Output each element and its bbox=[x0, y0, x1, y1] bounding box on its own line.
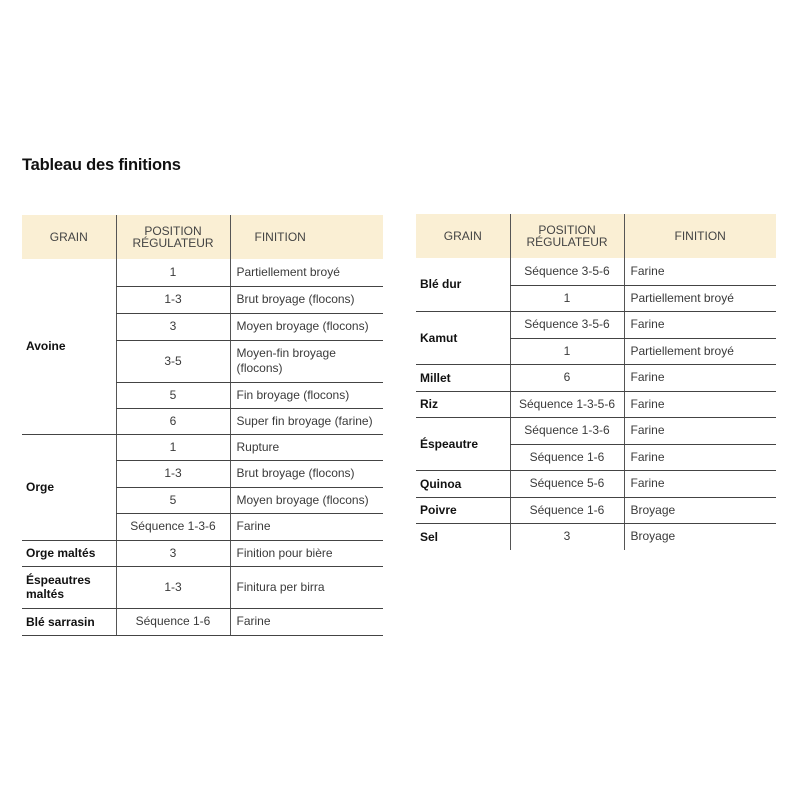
position-cell: 3 bbox=[116, 313, 230, 340]
position-header-line1: POSITION bbox=[538, 223, 596, 237]
position-header-line2: RÉGULATEUR bbox=[132, 236, 214, 250]
position-cell: 1-3 bbox=[116, 460, 230, 487]
table-row bbox=[416, 364, 776, 391]
position-cell: 1 bbox=[116, 434, 230, 460]
position-cell: 3 bbox=[510, 523, 624, 550]
position-cell: Séquence 5-6 bbox=[510, 470, 624, 497]
finition-cell: Broyage bbox=[630, 529, 676, 544]
position-header-line1: POSITION bbox=[144, 224, 202, 238]
finition-cell: Brut broyage (flocons) bbox=[230, 286, 383, 313]
table-row bbox=[416, 470, 776, 497]
grain-cell: Blé sarrasin bbox=[22, 608, 116, 635]
finition-cell: Finition pour bière bbox=[230, 540, 383, 566]
position-cell: 1-3 bbox=[116, 566, 230, 608]
position-cell: 6 bbox=[116, 408, 230, 434]
table-row bbox=[22, 566, 383, 608]
position-cell: 3 bbox=[116, 540, 230, 566]
finition-cell: Farine bbox=[624, 444, 776, 470]
finition-column-header: FINITION bbox=[230, 215, 383, 259]
finition-cell: Brut broyage (flocons) bbox=[230, 460, 383, 487]
position-cell: Séquence 1-6 bbox=[510, 444, 624, 470]
finition-cell: Farine bbox=[230, 608, 383, 635]
finition-cell: Farine bbox=[624, 364, 776, 391]
position-cell: Séquence 1-3-6 bbox=[116, 513, 230, 540]
position-cell: Séquence 3-5-6 bbox=[510, 311, 624, 338]
grain-cell: Orge bbox=[22, 434, 116, 540]
finition-column-header: FINITION bbox=[624, 214, 776, 258]
position-cell: Séquence 1-6 bbox=[116, 608, 230, 635]
grain-cell: Kamut bbox=[416, 311, 510, 364]
position-cell: 3-5 bbox=[116, 340, 230, 382]
finition-cell: Partiellement broyé bbox=[624, 338, 776, 364]
page-title: Tableau des finitions bbox=[22, 156, 181, 174]
finition-cell: Farine bbox=[624, 470, 776, 497]
grain-cell: Sel bbox=[420, 529, 439, 544]
table-row bbox=[416, 417, 776, 444]
grain-cell: Millet bbox=[416, 364, 510, 391]
position-cell: 5 bbox=[116, 382, 230, 408]
position-cell: 1 bbox=[510, 338, 624, 364]
table-row bbox=[22, 608, 383, 635]
position-cell: Séquence 1-3-5-6 bbox=[510, 391, 624, 417]
finition-cell: Moyen broyage (flocons) bbox=[230, 487, 383, 513]
position-cell: Séquence 1-3-6 bbox=[510, 417, 624, 444]
table-header-row bbox=[22, 215, 383, 259]
position-cell: 1 bbox=[116, 259, 230, 286]
finition-cell: Farine bbox=[624, 258, 776, 285]
position-column-header bbox=[510, 214, 624, 258]
finition-cell: Partiellement broyé bbox=[230, 259, 383, 286]
position-cell: 1 bbox=[510, 285, 624, 311]
table-row bbox=[416, 523, 776, 550]
position-cell: 5 bbox=[116, 487, 230, 513]
grain-cell: Blé dur bbox=[416, 258, 510, 311]
position-cell: Séquence 1-6 bbox=[510, 497, 624, 523]
table-row bbox=[416, 497, 776, 523]
table-row bbox=[416, 311, 776, 338]
grain-column-header: GRAIN bbox=[22, 215, 116, 259]
finition-cell: Rupture bbox=[230, 434, 383, 460]
finitions-table-right bbox=[416, 214, 776, 550]
position-cell: Séquence 3-5-6 bbox=[510, 258, 624, 285]
finition-cell: Farine bbox=[230, 513, 383, 540]
finition-cell: Moyen-fin broyage (flocons) bbox=[230, 340, 383, 382]
grain-cell: Poivre bbox=[416, 497, 510, 523]
table-header-row bbox=[416, 214, 776, 258]
finition-cell: Partiellement broyé bbox=[624, 285, 776, 311]
grain-column-header: GRAIN bbox=[416, 214, 510, 258]
table-row bbox=[22, 434, 383, 460]
finition-cell: Farine bbox=[624, 391, 776, 417]
grain-cell: Riz bbox=[416, 391, 510, 417]
finition-cell: Broyage bbox=[624, 497, 776, 523]
table-row bbox=[22, 259, 383, 286]
finition-cell: Fin broyage (flocons) bbox=[230, 382, 383, 408]
position-header-line2: RÉGULATEUR bbox=[526, 235, 608, 249]
finitions-table-left bbox=[22, 215, 383, 636]
grain-cell: Quinoa bbox=[416, 470, 510, 497]
grain-cell: Éspeautre bbox=[416, 417, 510, 470]
grain-cell: Éspeautres maltés bbox=[22, 566, 116, 608]
position-cell: 6 bbox=[510, 364, 624, 391]
finition-cell: Farine bbox=[624, 311, 776, 338]
finition-cell: Moyen broyage (flocons) bbox=[230, 313, 383, 340]
grain-cell: Orge maltés bbox=[22, 540, 116, 566]
grain-cell: Avoine bbox=[22, 259, 116, 434]
finition-cell: Farine bbox=[624, 417, 776, 444]
finition-cell: Super fin broyage (farine) bbox=[230, 408, 383, 434]
table-row bbox=[416, 258, 776, 285]
table-row bbox=[22, 540, 383, 566]
table-row bbox=[416, 391, 776, 417]
position-column-header bbox=[116, 215, 230, 259]
position-cell: 1-3 bbox=[116, 286, 230, 313]
finition-cell: Finitura per birra bbox=[230, 566, 383, 608]
